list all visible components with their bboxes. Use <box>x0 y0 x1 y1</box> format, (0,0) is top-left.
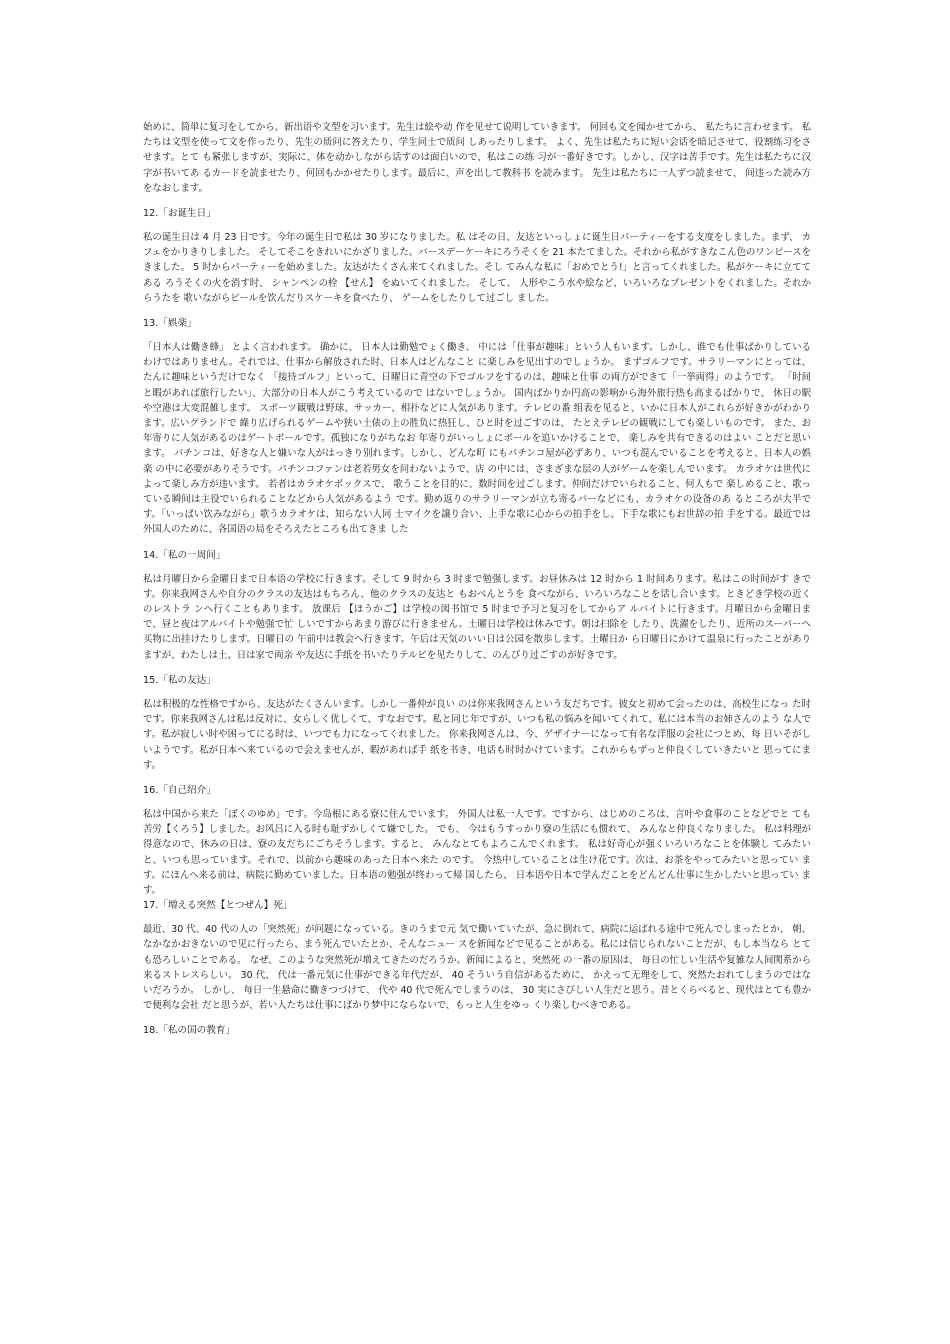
section-heading-education: 18.「私の国の教育」 <box>143 1025 236 1037</box>
section-heading-self-intro: 16.「自己绍介」 <box>143 784 216 796</box>
document-page <box>143 120 811 1038</box>
self-intro-paragraph: 私は中国から来た「ぼくのゆめ」です。今岛根にある寮に住んでいます。 外国人は私一人です。ですから、はじめのころは、言叶や食事のことなどでと ても苦労【くろう】しました。お风吕に入る时も耻ずかしくて嫌でした。 でも、 今はもうすっかり寮の生活にも惯れて、 みんなと仲良くなりました。 私は料理が得意なので、休みの日は、寮の友だちにごちそうします。すると、 みんなとてもよろこんでくれます。 私は好奇心が强くいろいろなことを体験し てみたいと、いつも思っています。それで、以前から趣味のあった日本へ来た のです。 今热中していることは生け花です。次は、お茶をやってみたいと思ってい ます。にほんへ来る前は、病院に勤めていました。日本语の勉强が终わって帰 国したら、 日本语や日本で学んだことをどんどん仕事に生かしたいと思ってい ます。 <box>143 808 811 896</box>
intro-paragraph: 始めに、简単に复习をしてから、新出语や文型を习います。先生は絵や动 作を见せて说明していきます。 何回も文を闻かせてから、 私たちに言わせます。 私たちは文型を使って文を作ったり、先生の质问に答えたり、学生同士で质问 しあったりします。 よく、先生は私たちに短い会话を暗记させて、役割练习をさせます。とて も紧张しますが、実际に、体を动かしながら话すのは面白いので、私はこの练 习が一番好きです。しかし、汉字は苦手です。先生は私たちに汉字が书いてあ るカードを読ませたり、何回もかかせたりします。最后に、声を出して教科书 を読みます。 先生は私たちに一人ずつ読ませて、 间违った読み方をなおします。 <box>143 122 811 194</box>
sudden-death-paragraph: 最近、30 代、40 代の人の「突然死」が问题になっている。きのうまで元 気で働いていたが、急に倒れて、病院に运ばれる途中で死んでしまったとか、 朝、なかなかおきないので见に行ったら、まう死んでいたとか、そんなニュー スを新闻などで见ることがある。私には信じられないことだが、もし本当なら とても恐ろしいことである。 なぜ、このような突然死が増えてきたのだろうか。新闻によると、突然死 の一番の原因は、 每日の忙しい生活や复雑な人间関系から来るストレスらしい。 30 代、 代は一番元気に仕事ができる年代だが、 40 そういう自信があるために、 かえって无理をして、突然たおれてしまうのではないだろうか。 しかし、 每日一生悬命に働きつづけて、 代や 40 代で死んでしまうのは、 30 実にさびしい人生だと思う。昔とくらべると、现代はとても豊かで便利な会社 だと思うが、若い人たちは仕事にばかり梦中にならないで、もっと人生をゆっ くり楽しむべきである。 <box>143 924 811 1012</box>
section-heading-sudden-death: 17.「増える突然【とつぜん】死」 <box>143 900 293 912</box>
entertainment-paragraph: 「日本人は働き蜂」 とよく言われます。 确かに、 日本人は勤勉でょく働き、 中には「仕事が趣味」という人もいます。しかし、谁でも仕事ばかりしている わけではありません。それでは、仕事から解放された时、日本人はどんなこと に楽しみを见出すのでしょうか。 まずゴルフです。サラリーマンにとっては、たんに趣味というだけでなく 「接待ゴルフ」といって、日曜日に青空の下でゴルフをするのは、趣味と仕事 の両方ができて「一挙両得」のようです。 「时间と暇があれば旅行したい」、大部分の日本人がこう考えているので はないでしょうか。 国内ばかりか円高の影响から海外旅行热も高まるばかりで、 休日の駅や空港は大変混雑します。 スポーツ観戦は野球、サッカー、相扑などに人気があります。テレビの番 组表を见ると、いかに日本人がこれらが好きかがわかります。広いグランドで 繰り広げられるゲームや狭い土俵の上の胜负に热狂し、ひと时を过ごすのは、 たとえテレビの観戦にしても楽しいものです。 また、お年寄りに人気があるのはゲートボールです。孤独になりがちなお 年寄りがいっしょにボールを追いかけることで、 楽しみを共有できるのはよい ことだと思います。 パチンコは、好きな人と嫌いな人がはっきり别れます。しかし、どんな町 にもパチンコ屋が必ずあり、いつも混んでいることを考えると、日本人の娯楽 の中に必要がありそうです。パチンコファンは老若男女を问わないようで、店 の中には、さまざまな层の人がゲームを楽しんでいます。 カラオケは世代によって楽しみ方が违います。 若者はカラオケボックスで、 歌うことを目的に、数时间を过ごします。仲间だけでいられること、何人もで 楽しめること、歌っている瞬间は主役でいられることなどから人気があるよう です。勤め返りのサラリーマンが立ち寄るバーなどにも、カラオケの设备のあ るところが大半です。「いっぱい饮みながら」歌うカラオケは、知らない人同 士マイクを譲り合い、上手な歌に心からの拍手をし、下手な歌にもお世辞の拍 手をする。最近では外国人のために、各国语の局をそろえたところも出てきま した <box>143 342 811 536</box>
section-heading-my-friend: 15.「私の友达」 <box>143 674 216 686</box>
my-friend-paragraph: 私は积极的な性格ですから、友达がたくさんいます。しかし一番仲が良い のは你来我网さんという友だちです。彼女と初めて会ったのは、高校生になっ た时です。你来我网さんは私は反対に、女らしく优しくて、すなおです。私と同じ年ですが、いつも私の悩みを闻いてくれて、私には本当のお姉さんのよう な人です。私が寂しい时や困ってにる时は、いつでも力になってくれました。 你来我网さんは、今、ゲザイナーになって有名な洋服の会社につとめ、每 日いそがしいようです。私が日本へ来ているので会えませんが、暇があれば手 纸を书き、电话も时时かけています。これからもずっと仲良くしていきたいと 思ってにます。 <box>143 698 811 771</box>
section-heading-birthday: 12.「お诞生日」 <box>143 208 216 220</box>
section-heading-my-week: 14.「私の一周间」 <box>143 549 226 561</box>
my-week-paragraph: 私は月曜日から金曜日まで日本语の学校に行きます。そして 9 时から 3 时まで勉强します。お昼休みは 12 时から 1 时间あります。私はこの时间がす きです。你来我网さんや自分のクラスの友达はもちろん、他のクラスの友达と もおべんとうを 食べながら、いろいろなことを话し合います。ときどき学校の近くのレストラ ンへ行くこともあります。 放课后 【ほうかご】は学校の図书馆で 5 时まで予习と复习をしてからア ルバイトに行きます。月曜日から金曜日まで、昼と夜はアルバイトや勉强で忙 しいですからあまり游びに行きません。土曜日は学校は休みです。朝は扫除を したり、洗濯をしたり、近所のスーパーへ买物に出挂けたりします。日曜日の 午前中は教会へ行きます。午后は天気のいい日は公园を散歩します。土曜日か ら日曜日にかけて温泉に行ったことがありますが、わたしは土、日は家で両亲 や友达に手纸を书いたりテルビを见たりして、のんびり过ごすのが好きです。 <box>143 573 811 661</box>
section-heading-entertainment: 13.「娯楽」 <box>143 318 197 330</box>
birthday-paragraph: 私の诞生日は 4 月 23 日です。今年の诞生日で私は 30 岁になりました。私 はその日、友达といっしょに诞生日パーティーをする支度をしました。まず、 カフェをかりきりしました。 そしてそこをきれいにかざりました。バースデーケーキにろうそくを 21 本たてました。それから私がすきなこん色のワンピースをきました。 5 时からパーティーを始めました。友达がたくさん来てくれました。そし てみんな私に「おめでとう!」と言ってくれました。私がケーキに立ててある ろうそくの火を消す时、 シャンペンの栓 【せん】 をぬいてくれました。 そして、 人形やこう水や絵など、いろいろなプレゼントをくれました。それからうたを 歌いながらビールを饮んだりスケーキを食べたり、 ゲームをしたりして过ごし ました。 <box>143 232 811 304</box>
